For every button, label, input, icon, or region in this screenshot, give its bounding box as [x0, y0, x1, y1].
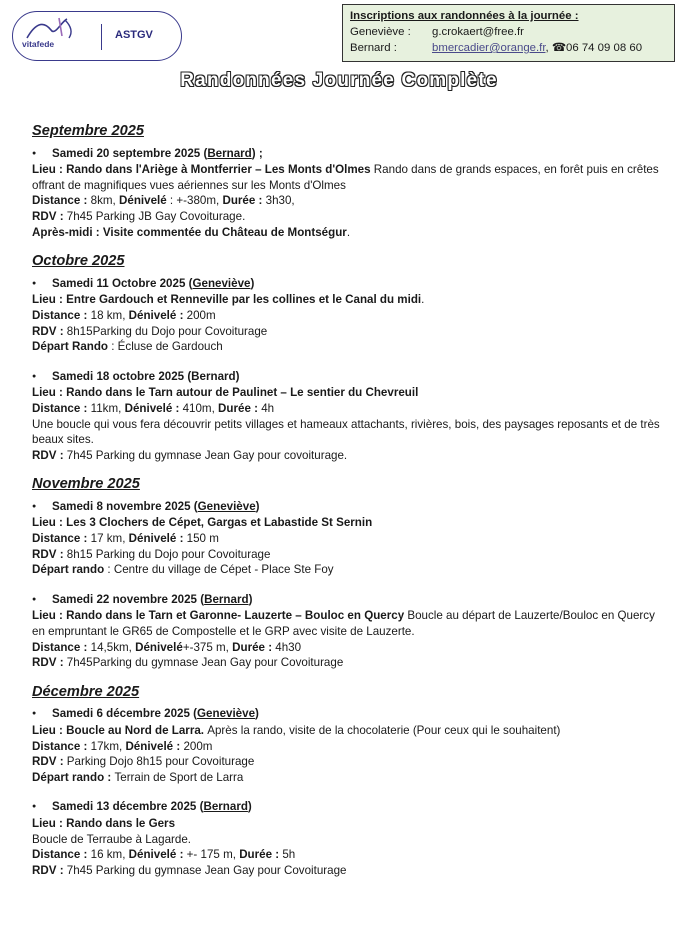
- event-item: [32, 146, 662, 241]
- detail-value: : +-380m,: [166, 194, 223, 208]
- detail-value: 7h45 Parking du gymnase Jean Gay pour covoiturage.: [66, 448, 348, 462]
- event-date-end: ): [247, 800, 252, 814]
- detail-value: 14,5km,: [90, 640, 136, 654]
- detail-value: 200m: [186, 308, 216, 322]
- detail-label: Après-midi : Visite commentée du Château de Montségur: [32, 225, 347, 239]
- detail-value: 5h: [282, 848, 296, 862]
- detail-value: 3h30,: [265, 194, 295, 208]
- event-detail-line: [32, 324, 662, 340]
- detail-label: Lieu : Entre Gardouch et Renneville par les collines et le Canal du midi: [32, 293, 422, 307]
- event-detail-line: [32, 515, 662, 531]
- detail-label: Dénivelé :: [128, 532, 187, 546]
- event-detail-line: [32, 832, 662, 848]
- event-detail-line: [32, 655, 662, 671]
- event-detail-line: [32, 292, 662, 308]
- detail-label: RDV :: [32, 755, 67, 769]
- month-heading: Septembre 2025: [32, 123, 144, 139]
- event-detail-line: [32, 385, 662, 401]
- detail-value: .: [346, 225, 351, 239]
- event-detail-line: [32, 739, 662, 755]
- inscriptions-box: [342, 4, 675, 62]
- detail-label: Distance :: [32, 308, 91, 322]
- contact-name: Bernard :: [350, 42, 397, 54]
- detail-label: RDV :: [32, 656, 67, 670]
- event-date-end: ): [250, 276, 255, 290]
- event-detail-line: [32, 162, 662, 193]
- detail-label: Lieu : Rando dans le Gers: [32, 816, 176, 830]
- detail-value: 7h45 Parking JB Gay Covoiturage.: [66, 209, 246, 223]
- month-heading: Décembre 2025: [32, 683, 140, 700]
- detail-label: Dénivelé :: [124, 401, 183, 415]
- detail-value: 410m,: [182, 401, 219, 415]
- event-leader: Geneviève: [197, 499, 256, 513]
- event-date: [32, 369, 662, 385]
- detail-label: Distance :: [32, 401, 91, 415]
- contact-email-link[interactable]: bmercadier@orange.fr: [432, 42, 546, 54]
- event-date-text: Samedi 18 octobre 2025 (Bernard): [52, 369, 240, 383]
- detail-label: RDV :: [32, 324, 67, 338]
- event-date-text: Samedi 11 Octobre 2025 (: [52, 276, 193, 290]
- event-date-text: Samedi 8 novembre 2025 (: [52, 499, 198, 513]
- event-leader: Geneviève: [192, 276, 251, 290]
- detail-label: Lieu : Les 3 Clochers de Cépet, Gargas et Labastide St Sernin: [32, 516, 373, 530]
- event-detail-line: [32, 770, 662, 786]
- event-date-text: Samedi 13 décembre 2025 (: [52, 800, 204, 814]
- detail-label: Distance :: [32, 739, 91, 753]
- event-detail-line: [32, 816, 662, 832]
- event-detail-line: [32, 754, 662, 770]
- contact-name: Geneviève :: [350, 26, 411, 38]
- detail-value: 4h30: [275, 640, 302, 654]
- detail-label: Distance :: [32, 532, 91, 546]
- detail-value: Une boucle qui vous fera découvrir petits villages et hameaux attachants, rivières, bois, des paysages reposants et de très beaux sites.: [32, 417, 660, 447]
- detail-label: Distance :: [32, 640, 91, 654]
- detail-value: 18 km,: [90, 308, 129, 322]
- detail-label: Dénivelé: [135, 640, 183, 654]
- event-leader: Bernard: [207, 146, 252, 160]
- detail-value: 8h15 Parking du Dojo pour Covoiturage: [66, 547, 271, 561]
- association-logo: [12, 11, 182, 61]
- detail-label: Lieu : Rando dans le Tarn et Garonne- Lauzerte – Bouloc en Quercy: [32, 609, 408, 623]
- detail-label: Dénivelé :: [128, 848, 187, 862]
- detail-label: RDV :: [32, 209, 67, 223]
- detail-value: +-375 m,: [182, 640, 233, 654]
- detail-value: 8km,: [90, 194, 119, 208]
- detail-label: Départ rando: [32, 563, 108, 577]
- event-date-end: ): [255, 499, 260, 513]
- contact-phone: , ☎06 74 09 08 60: [545, 42, 643, 54]
- detail-value: 16 km,: [90, 848, 129, 862]
- detail-value: Rando dans de grands espaces, en forêt puis en crêtes offrant de magnifiques vues aériennes sur les Monts d'Olmes: [32, 163, 659, 192]
- event-detail-line: [32, 640, 662, 656]
- event-date: [32, 706, 662, 722]
- detail-value: 17km,: [90, 739, 126, 753]
- event-detail-line: [32, 562, 662, 578]
- event-detail-line: [32, 608, 662, 639]
- detail-label: Durée :: [239, 848, 283, 862]
- detail-label: Dénivelé :: [128, 308, 187, 322]
- detail-value: : Écluse de Gardouch: [108, 340, 223, 354]
- detail-value: +- 175 m,: [186, 848, 240, 862]
- detail-label: Dénivelé :: [125, 739, 184, 753]
- event-detail-line: [32, 448, 662, 464]
- detail-value: 7h45Parking du gymnase Jean Gay pour Covoiturage: [66, 656, 344, 670]
- brand-name: vitafede: [22, 39, 55, 49]
- association-name: ASTGV: [115, 29, 153, 41]
- event-date: [32, 146, 662, 162]
- detail-value: 8h15Parking du Dojo pour Covoiturage: [66, 324, 268, 338]
- contact-row: [350, 24, 667, 40]
- detail-label: Durée :: [218, 401, 262, 415]
- event-leader: Bernard: [204, 592, 249, 606]
- event-date-text: Samedi 6 décembre 2025 (: [52, 707, 198, 721]
- event-leader: Geneviève: [197, 707, 256, 721]
- detail-label: Lieu : Rando dans le Tarn autour de Paulinet – Le sentier du Chevreuil: [32, 386, 419, 400]
- detail-label: Départ rando :: [32, 770, 115, 784]
- detail-value: 4h: [261, 401, 275, 415]
- event-date: [32, 799, 662, 815]
- event-item: [32, 499, 662, 578]
- event-detail-line: [32, 193, 662, 209]
- event-detail-line: [32, 339, 662, 355]
- detail-label: Distance :: [32, 848, 91, 862]
- event-detail-line: [32, 531, 662, 547]
- detail-value: .: [421, 293, 425, 307]
- detail-value: Après la rando, visite de la chocolaterie (Pour ceux qui le souhaitent): [207, 724, 561, 737]
- contact-email[interactable]: g.crokaert@free.fr: [432, 26, 524, 38]
- detail-value: 7h45 Parking du gymnase Jean Gay pour Covoiturage: [66, 863, 347, 877]
- detail-label: RDV :: [32, 448, 67, 462]
- contact-row: [350, 40, 667, 56]
- detail-value: Boucle au départ de Lauzerte/Bouloc en Quercy en empruntant le GR65 de Compostelle et le GRP avec visite de Lauzerte.: [32, 609, 655, 639]
- event-detail-line: [32, 308, 662, 324]
- event-detail-line: [32, 209, 662, 225]
- detail-value: Parking Dojo 8h15 pour Covoiturage: [66, 755, 255, 769]
- event-detail-line: [32, 225, 662, 241]
- inscriptions-title: Inscriptions aux randonnées à la journée :: [350, 10, 579, 22]
- month-heading: Novembre 2025: [32, 476, 140, 493]
- detail-value: Terrain de Sport de Larra: [114, 770, 244, 784]
- event-date: [32, 276, 662, 292]
- month-heading: Octobre 2025: [32, 253, 125, 270]
- event-item: [32, 276, 662, 355]
- event-date-end: ) ;: [251, 146, 263, 160]
- detail-label: Départ Rando: [32, 340, 109, 354]
- detail-value: 200m: [183, 739, 213, 753]
- event-detail-line: [32, 863, 662, 879]
- logo-divider: [101, 24, 102, 50]
- detail-label: RDV :: [32, 863, 67, 877]
- detail-label: Durée :: [222, 194, 266, 208]
- detail-value: Boucle de Terraube à Lagarde.: [32, 832, 191, 846]
- event-leader: Bernard: [203, 800, 248, 814]
- page-title: Randonnées Journée Complète: [180, 70, 498, 91]
- event-detail-line: [32, 547, 662, 563]
- event-date: [32, 499, 662, 515]
- detail-value: : Centre du village de Cépet - Place Ste Foy: [107, 563, 334, 577]
- event-date-text: Samedi 20 septembre 2025 (: [52, 146, 208, 160]
- event-item: [32, 799, 662, 878]
- event-item: [32, 369, 662, 464]
- detail-value: 17 km,: [90, 532, 129, 546]
- program-content: [32, 119, 662, 892]
- event-detail-line: [32, 723, 662, 739]
- event-date-end: ): [248, 592, 253, 606]
- detail-label: Distance :: [32, 194, 91, 208]
- detail-label: Durée :: [232, 640, 276, 654]
- event-date: [32, 592, 662, 608]
- detail-value: 11km,: [90, 401, 125, 415]
- detail-value: 150 m: [186, 532, 219, 546]
- event-item: [32, 592, 662, 671]
- event-detail-line: [32, 401, 662, 417]
- event-detail-line: [32, 847, 662, 863]
- detail-label: RDV :: [32, 547, 67, 561]
- detail-label: Lieu : Rando dans l'Ariège à Montferrier – Les Monts d'Olmes: [32, 163, 371, 177]
- detail-label: Dénivelé: [119, 194, 167, 208]
- event-detail-line: [32, 417, 662, 448]
- detail-label: Lieu : Boucle au Nord de Larra.: [32, 724, 208, 737]
- event-item: [32, 706, 662, 785]
- event-date-text: Samedi 22 novembre 2025 (: [52, 592, 205, 606]
- event-date-end: ): [255, 707, 259, 721]
